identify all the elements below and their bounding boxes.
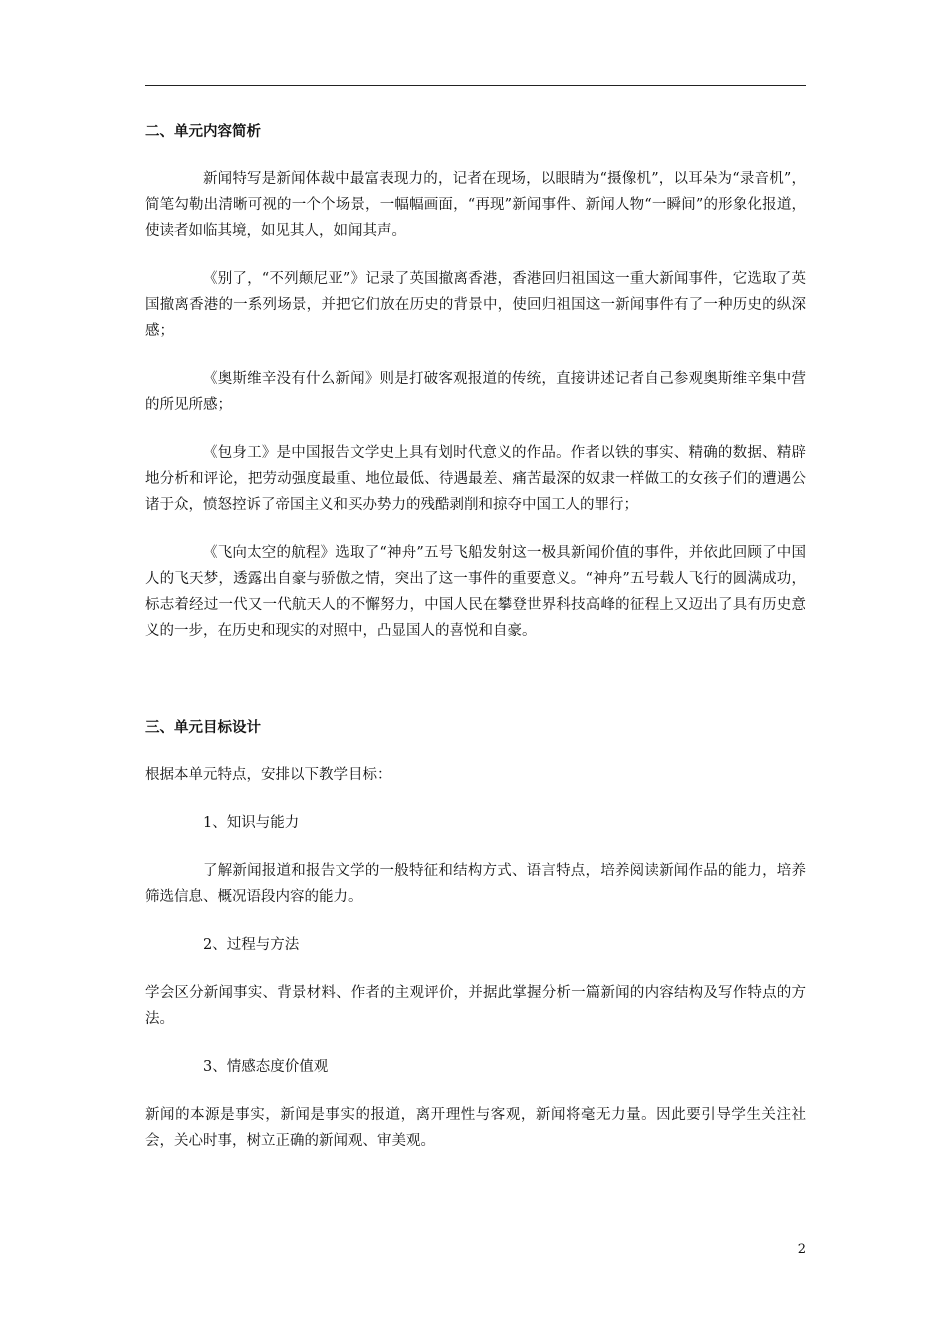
document-body <box>145 118 806 1154</box>
goal-text-values: 新闻的本源是事实，新闻是事实的报道，离开理性与客观，新闻将毫无力量。因此要引导学生关注社会，关心时事，树立正确的新闻观、审美观。 <box>145 1107 806 1149</box>
paragraph-space-flight: 《飞向太空的航程》选取了“神舟”五号飞船发射这一极具新闻价值的事件，并依此回顾了中国人的飞天梦，透露出自豪与骄傲之情，突出了这一事件的重要意义。“神舟”五号载人飞行的圆满成功，标志着经过一代又一代航天人的不懈努力，中国人民在攀登世界科技高峰的征程上又迈出了具有历史意义的一步，在历史和现实的对照中，凸显国人的喜悦和自豪。 <box>145 545 806 639</box>
goals-intro: 根据本单元特点，安排以下教学目标： <box>145 767 392 783</box>
section-heading-content-analysis: 二、单元内容简析 <box>145 124 261 140</box>
goal-title-knowledge: 1、知识与能力 <box>203 815 300 831</box>
goal-title-process: 2、过程与方法 <box>203 937 300 953</box>
paragraph-auschwitz: 《奥斯维辛没有什么新闻》则是打破客观报道的传统，直接讲述记者自己参观奥斯维辛集中营的所见所感； <box>145 371 806 413</box>
section-heading-goal-design: 三、单元目标设计 <box>145 720 261 736</box>
paragraph-feature-writing: 新闻特写是新闻体裁中最富表现力的，记者在现场，以眼睛为“摄像机”，以耳朵为“录音机”，简笔勾勒出清晰可视的一个个场景，一幅幅画面，“再现”新闻事件、新闻人物“一瞬间”的形象化报道，使读者如临其境，如见其人，如闻其声。 <box>145 171 806 239</box>
page-number: 2 <box>797 1242 806 1257</box>
paragraph-britannia: 《别了，“不列颠尼亚”》记录了英国撤离香港，香港回归祖国这一重大新闻事件，它选取了英国撤离香港的一系列场景，并把它们放在历史的背景中，使回归祖国这一新闻事件有了一种历史的纵深感； <box>145 271 806 339</box>
goal-title-values: 3、情感态度价值观 <box>203 1059 329 1075</box>
header-rule <box>145 85 806 86</box>
goal-text-process: 学会区分新闻事实、背景材料、作者的主观评价，并据此掌握分析一篇新闻的内容结构及写作特点的方法。 <box>145 985 806 1027</box>
goal-text-knowledge: 了解新闻报道和报告文学的一般特征和结构方式、语言特点，培养阅读新闻作品的能力，培养筛选信息、概况语段内容的能力。 <box>145 863 806 905</box>
paragraph-contract-labor: 《包身工》是中国报告文学史上具有划时代意义的作品。作者以铁的事实、精确的数据、精辟地分析和评论，把劳动强度最重、地位最低、待遇最差、痛苦最深的奴隶一样做工的女孩子们的遭遇公诸于众，愤怒控诉了帝国主义和买办势力的残酷剥削和掠夺中国工人的罪行； <box>145 445 806 513</box>
